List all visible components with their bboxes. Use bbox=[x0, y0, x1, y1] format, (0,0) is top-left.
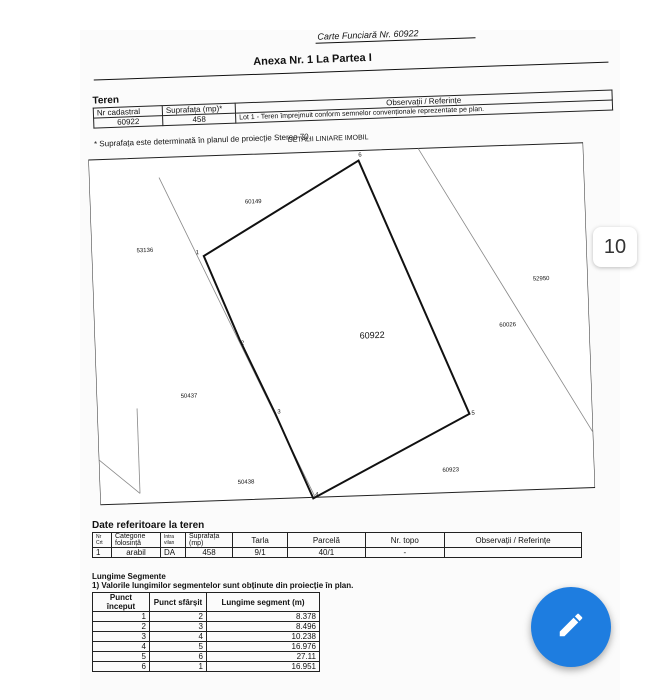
page-number: 10 bbox=[603, 235, 627, 258]
document-header bbox=[80, 11, 624, 150]
col-nr: Nr cadastral bbox=[93, 106, 162, 118]
point-label: 2 bbox=[240, 340, 245, 347]
cf-label: Carte Funciară Nr. 60922 bbox=[317, 28, 419, 42]
teren-label: Teren bbox=[92, 94, 120, 107]
neighbor-label: 53136 bbox=[136, 247, 154, 255]
table-row bbox=[93, 622, 320, 632]
point-label: 6 bbox=[358, 152, 362, 159]
page-number-badge[interactable] bbox=[593, 227, 637, 267]
ref-header: Suprafața (mp) bbox=[186, 533, 233, 548]
col-obs: Observații / Referințe bbox=[235, 90, 612, 113]
seg-cell: 3 bbox=[93, 632, 150, 642]
ref-cell bbox=[445, 548, 582, 558]
table-row bbox=[93, 662, 320, 672]
ref-cell: arabil bbox=[112, 548, 161, 558]
segments-table bbox=[92, 592, 320, 672]
table-row bbox=[93, 612, 320, 622]
neighbor-label: 52950 bbox=[532, 275, 550, 283]
neighbor-label: 60149 bbox=[244, 198, 262, 206]
neighbor-label: 50438 bbox=[237, 479, 255, 486]
ref-header: Intra vilan bbox=[161, 533, 186, 548]
seg-cell: 2 bbox=[93, 622, 150, 632]
pencil-icon bbox=[556, 610, 586, 645]
teren-table bbox=[93, 89, 613, 128]
cell-sup: 458 bbox=[163, 113, 236, 126]
table-row bbox=[93, 642, 320, 652]
refs-section bbox=[92, 520, 612, 558]
segments-title: Lungime Segmente bbox=[92, 572, 166, 581]
seg-cell: 5 bbox=[150, 642, 207, 652]
seg-cell: 2 bbox=[150, 612, 207, 622]
neighbor-label: 60923 bbox=[442, 467, 460, 474]
seg-cell: 4 bbox=[93, 642, 150, 652]
ref-cell: 458 bbox=[186, 548, 233, 558]
parcel-label: 60922 bbox=[359, 329, 385, 341]
col-sup: Suprafața (mp)* bbox=[162, 103, 235, 116]
document-page bbox=[80, 30, 620, 700]
seg-header: Punct început bbox=[93, 593, 150, 612]
ref-header: Categorie folosință bbox=[112, 533, 161, 548]
ref-cell: 9/1 bbox=[233, 548, 288, 558]
seg-cell: 1 bbox=[93, 612, 150, 622]
ref-header: Nr Crt bbox=[93, 533, 112, 548]
ref-header: Nr. topo bbox=[365, 533, 444, 548]
plan-title: DETALII LINIARE IMOBIL bbox=[287, 134, 369, 145]
point-label: 5 bbox=[471, 410, 475, 417]
ref-cell: 40/1 bbox=[288, 548, 365, 558]
ref-cell: 1 bbox=[93, 548, 112, 558]
table-row bbox=[93, 652, 320, 662]
annex-title: Anexa Nr. 1 La Partea I bbox=[253, 51, 372, 68]
plan-area bbox=[88, 133, 595, 510]
seg-cell: 16.976 bbox=[207, 642, 320, 652]
point-label: 1 bbox=[195, 250, 200, 257]
point-label: 4 bbox=[315, 492, 319, 499]
ref-cell: DA bbox=[161, 548, 186, 558]
cell-obs: Lot 1 - Teren împrejmuit conform semnelor convenționale reprezentate pe plan. bbox=[235, 100, 612, 123]
seg-cell: 16.951 bbox=[207, 662, 320, 672]
neighbor-label: 50437 bbox=[180, 393, 198, 400]
ref-header: Observații / Referințe bbox=[445, 533, 582, 548]
seg-cell: 6 bbox=[93, 662, 150, 672]
seg-cell: 3 bbox=[150, 622, 207, 632]
plan-drawing bbox=[88, 133, 595, 510]
seg-cell: 6 bbox=[150, 652, 207, 662]
refs-table bbox=[92, 532, 582, 558]
seg-cell: 5 bbox=[93, 652, 150, 662]
neighbor-label: 60026 bbox=[499, 322, 517, 329]
seg-cell: 1 bbox=[150, 662, 207, 672]
seg-cell: 27.11 bbox=[207, 652, 320, 662]
point-label: 3 bbox=[277, 409, 281, 416]
footnote: * Suprafața este determinată în planul de proiecție Stereo 70. bbox=[93, 132, 312, 149]
cell-nr: 60922 bbox=[94, 116, 163, 128]
refs-title: Date referitoare la teren bbox=[92, 520, 205, 531]
segments-note: 1) Valorile lungimilor segmentelor sunt obținute din proiecție în plan. bbox=[92, 581, 354, 590]
seg-header: Punct sfârșit bbox=[150, 593, 207, 612]
seg-cell: 4 bbox=[150, 632, 207, 642]
table-row bbox=[93, 632, 320, 642]
seg-cell: 10.238 bbox=[207, 632, 320, 642]
ref-cell: - bbox=[365, 548, 444, 558]
seg-header: Lungime segment (m) bbox=[207, 593, 320, 612]
seg-cell: 8.496 bbox=[207, 622, 320, 632]
seg-cell: 8.378 bbox=[207, 612, 320, 622]
edit-button[interactable] bbox=[531, 587, 611, 667]
ref-header: Tarla bbox=[233, 533, 288, 548]
ref-header: Parcelă bbox=[288, 533, 365, 548]
